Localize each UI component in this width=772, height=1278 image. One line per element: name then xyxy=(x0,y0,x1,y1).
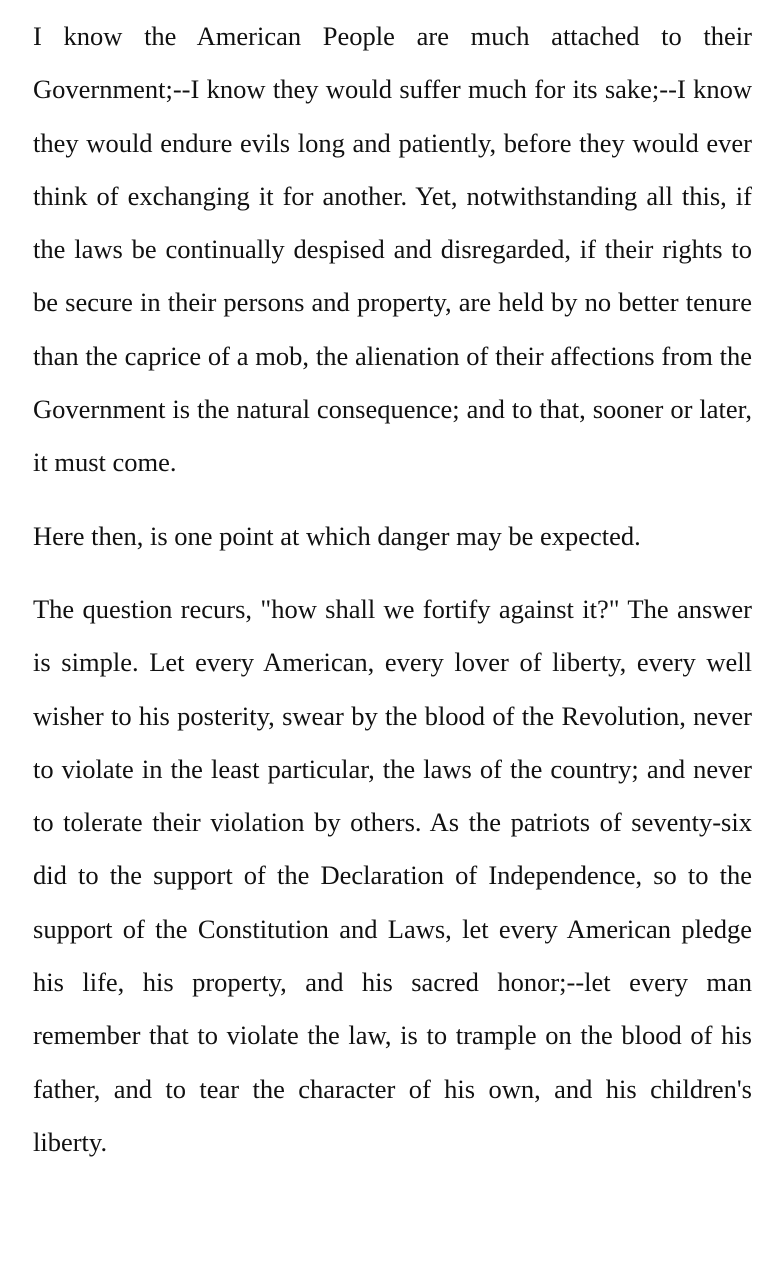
paragraph-government-attachment: I know the American People are much attached to their Government;--I know they would suffer much for its sake;--I know they would endure evils long and patiently, before they would ever think of exchanging it for another. Yet, notwithstanding all this, if the laws be continually despised and disregarded, if their rights to be secure in their persons and property, are held by no better tenure than the caprice of a mob, the alienation of their affections from the Government is the natural consequence; and to that, sooner or later, it must come. xyxy=(33,21,752,478)
paragraph-danger-point: Here then, is one point at which danger may be expected. xyxy=(33,520,641,551)
paragraph-fortify-answer: The question recurs, "how shall we fortify against it?" The answer is simple. Let every American, every lover of liberty, every well wisher to his posterity, swear by the blood of the Revolution, never to violate in the least particular, the laws of the country; and never to tolerate their violation by others. As the patriots of seventy-six did to the support of the Declaration of Independence, so to the support of the Constitution and Laws, let every American pledge his life, his property, and his sacred honor;--let every man remember that to violate the law, is to trample on the blood of his father, and to tear the character of his own, and his children's liberty. xyxy=(33,593,752,1157)
